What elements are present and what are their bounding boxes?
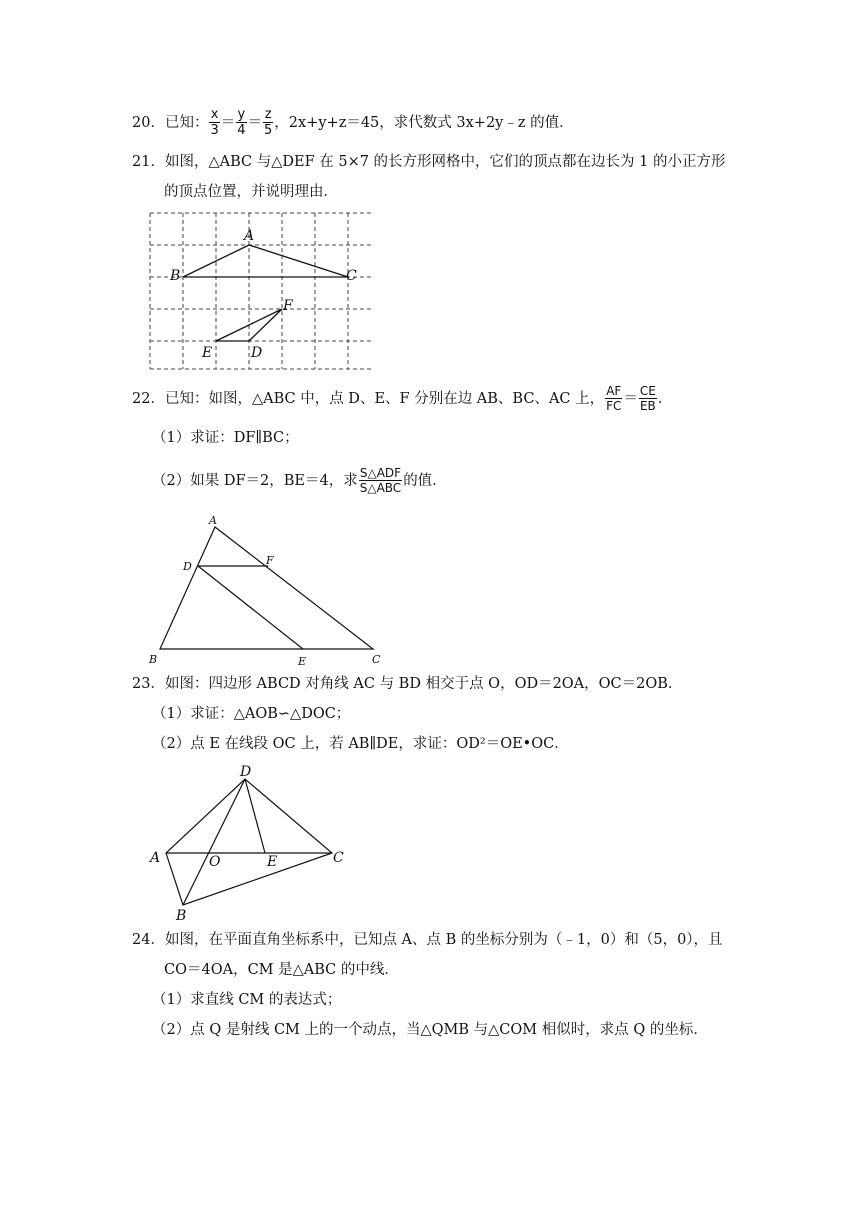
question-text: 如图：四边形 ABCD 对角线 AC 与 BD 相交于点 O，OD＝2OA，OC＝2OB． <box>164 676 683 692</box>
label-f: F <box>283 298 293 314</box>
label-c-22: C <box>372 653 381 666</box>
question-prefix: 已知： <box>164 115 209 131</box>
question-text: 如图，△ABC 与△DEF 在 5×7 的长方形网格中，它们的顶点都在边长为 1 的小正方形 <box>164 154 726 170</box>
fraction-z-5: $\frac{z}{5}$ <box>264 107 273 138</box>
question-23-part2: （2）点 E 在线段 OC 上，若 AB∥DE，求证：OD²＝OE•OC． <box>152 736 569 752</box>
question-24-part2: （2）点 Q 是射线 CM 上的一个动点，当△QMB 与△COM 相似时，求点 Q 的坐标． <box>152 1022 708 1038</box>
question-20: 20．已知： $\frac{x}{3}$ ＝ $\frac{y}{4}$ ＝ $\frac{z}{5}$ ，2x+y+z＝45，求代数式 3x+2y﹣z 的值． <box>132 107 574 138</box>
label-d-23: D <box>240 764 252 780</box>
label-a-22: A <box>209 514 217 527</box>
question-24-line1 <box>132 928 750 952</box>
label-e-23: E <box>267 854 278 870</box>
label-e: E <box>202 345 213 361</box>
question-text: ，2x+y+z＝45，求代数式 3x+2y﹣z 的值． <box>274 115 574 131</box>
question-number: 21． <box>132 154 165 170</box>
label-f-22: F <box>266 554 274 567</box>
label-b: B <box>170 268 181 284</box>
segment-de-23 <box>245 779 265 853</box>
question-text: 如图，在平面直角坐标系中，已知点 A、点 B 的坐标分别为（﹣1，0）和（5，0），且 <box>164 932 723 948</box>
label-b-23: B <box>176 908 187 924</box>
fraction-x-3: $\frac{x}{3}$ <box>210 107 219 138</box>
label-b-22: B <box>149 653 158 666</box>
question-22-part2: （2）如果 DF＝2，BE＝4，求 $\frac{\text{S△ADF}}{\text{S△ABC}}$ 的值． <box>152 466 447 495</box>
question-text: 已知：如图，△ABC 中，点 D、E、F 分别在边 AB、BC、AC 上， <box>164 391 605 407</box>
fraction-area-ratio: $\frac{\text{S△ADF}}{\text{S△ABC}}$ <box>359 466 402 495</box>
question-23-part1: （1）求证：△AOB∽△DOC； <box>152 706 351 722</box>
label-d-22: D <box>183 560 192 573</box>
label-o-23: O <box>209 854 221 870</box>
question-22-part1: （1）求证：DF∥BC； <box>152 430 299 446</box>
question-24-part1: （1）求直线 CM 的表达式； <box>152 992 342 1008</box>
question-number: 20． <box>132 115 165 131</box>
question-24-line2: CO＝4OA，CM 是△ABC 的中线． <box>164 962 399 978</box>
label-c-23: C <box>333 850 344 866</box>
label-d: D <box>251 345 263 361</box>
quad-abcd <box>166 779 332 905</box>
label-a: A <box>244 228 255 244</box>
question-21-line2: 的顶点位置，并说明理由． <box>164 184 338 200</box>
label-c: C <box>346 268 357 284</box>
label-e-22: E <box>298 655 307 668</box>
label-a-23: A <box>150 850 161 866</box>
question-number: 24． <box>132 932 165 948</box>
question-number: 23． <box>132 676 165 692</box>
question-number: 22． <box>132 391 165 407</box>
fraction-ce-eb: $\frac{CE}{EB}$ <box>639 384 656 413</box>
fraction-af-fc: $\frac{AF}{FC}$ <box>606 384 622 413</box>
question-22: 22．已知：如图，△ABC 中，点 D、E、F 分别在边 AB、BC、AC 上， $\frac{AF}{FC}$ ＝ $\frac{CE}{EB}$ ． <box>132 384 673 413</box>
fraction-y-4: $\frac{y}{4}$ <box>237 107 246 138</box>
